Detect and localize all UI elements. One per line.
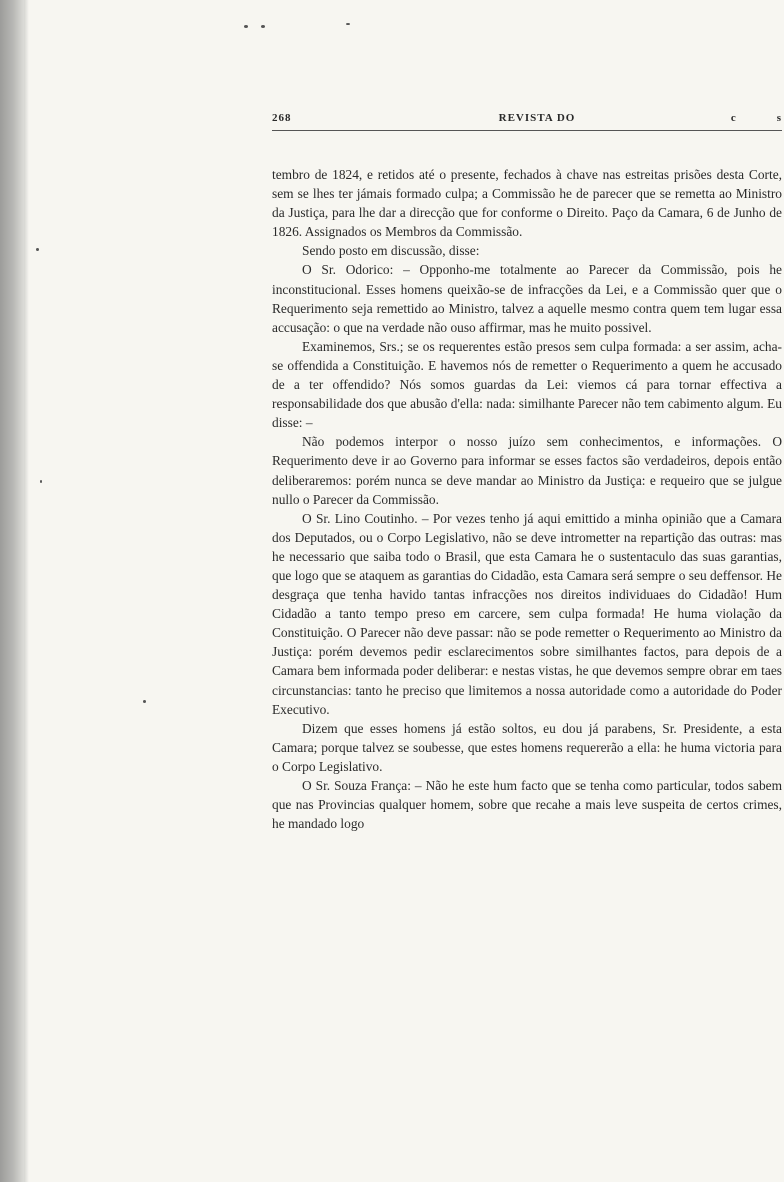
header-mark-1: c xyxy=(730,112,737,124)
paragraph-odorico-continued: Examinemos, Srs.; se os requerentes estão presos sem culpa formada: a ser assim, acha-se offendida a Constituição. E havemos nós de remetter o Requerimento a quem he accusado de a ter offendido? Nós somos guardas da Lei: viemos cá para tornar effectiva a responsabilidade dos que abusão d'ella: nada: similhante Parecer não tem cabimento algum. Eu disse: – xyxy=(272,338,782,431)
ink-speck xyxy=(261,25,265,28)
paragraph-informations: Não podemos interpor o nosso juízo sem conhecimentos, e informações. O Requerimento deve ir ao Governo para informar se esses factos são verdadeiros, depois então deliberaremos: porém nunca se deve mandar ao Ministro da Justiça: e requeiro que se julgue nullo o Parecer da Commissão. xyxy=(272,434,782,507)
paragraph-odorico-speech: O Sr. Odorico: – Opponho-me totalmente ao Parecer da Commissão, pois he inconstitucional. Esses homens queixão-se de infracções da Lei, e a Commissão quer que o Requerimento seja remettido ao Ministro, talvez a aquelle mesmo contra quem tem lugar essa accusação: o que na verdade não ouso affirmar, mas he muito possivel. xyxy=(272,262,782,335)
header-marks xyxy=(722,112,782,124)
page-number: 268 xyxy=(272,112,292,124)
ink-speck xyxy=(244,25,248,28)
gutter-edge xyxy=(24,0,29,1182)
paragraph-souza-franca-speech: O Sr. Souza França: – Não he este hum facto que se tenha como particular, todos sabem que nas Provincias qualquer homem, sobre que recahe a mais leve suspeita de certos crimes, he mandado logo xyxy=(272,778,782,832)
book-page xyxy=(272,112,782,833)
ink-speck xyxy=(36,248,39,251)
paragraph-released-men: Dizem que esses homens já estão soltos, eu dou já parabens, Sr. Presidente, a esta Camara; porque talvez se soubesse, que estes homens requererão a ella: he huma victoria para o Corpo Legislativo. xyxy=(272,720,782,774)
paragraph-discussion-intro: Sendo posto em discussão, disse: xyxy=(302,243,480,259)
ink-speck xyxy=(40,480,42,483)
paragraph-continuation: tembro de 1824, e retidos até o presente, fechados à chave nas estreitas prisões desta Corte, sem se lhes ter jámais formado culpa; a Commissão he de parecer que se remetta ao Ministro da Justiça, para lhe dar a direcção que for conforme o Direito. Paço da Camara, 6 de Junho de 1826. Assignados os Membros da Commissão. xyxy=(272,167,782,240)
book-gutter-shadow xyxy=(0,0,24,1182)
paragraph-lino-coutinho-speech: O Sr. Lino Coutinho. – Por vezes tenho já aqui emittido a minha opinião que a Camara dos Deputados, ou o Corpo Legislativo, não se deve intrometter na repartição das outras: mas he necessario que saiba todo o Brasil, que esta Camara he o sustentaculo das suas garantias, que logo que se ataquem as garantias do Cidadão, esta Camara será sempre o seu deffensor. He desgraça que tenha havido tantas infracções nos direitos individuaes do Cidadão! Hum Cidadão a tanto tempo preso em carcere, sem culpa formada! He huma violação da Constituição. O Parecer não deve passar: não se pode remetter o Requerimento ao Ministro da Justiça: porém devemos pedir esclarecimentos sobre similhantes factos, para depois de a Camara bem informada poder deliberar: e nestas vistas, he que devemos sempre obrar em taes circunstancias: tanto he preciso que limitemos a nossa autoridade como a autoridade do Poder Executivo. xyxy=(272,510,782,717)
page-body xyxy=(272,165,782,833)
running-title: REVISTA DO xyxy=(498,112,576,124)
running-header xyxy=(272,112,782,131)
header-mark-2: s xyxy=(776,112,782,124)
ink-speck xyxy=(143,700,146,703)
ink-speck xyxy=(346,23,350,25)
